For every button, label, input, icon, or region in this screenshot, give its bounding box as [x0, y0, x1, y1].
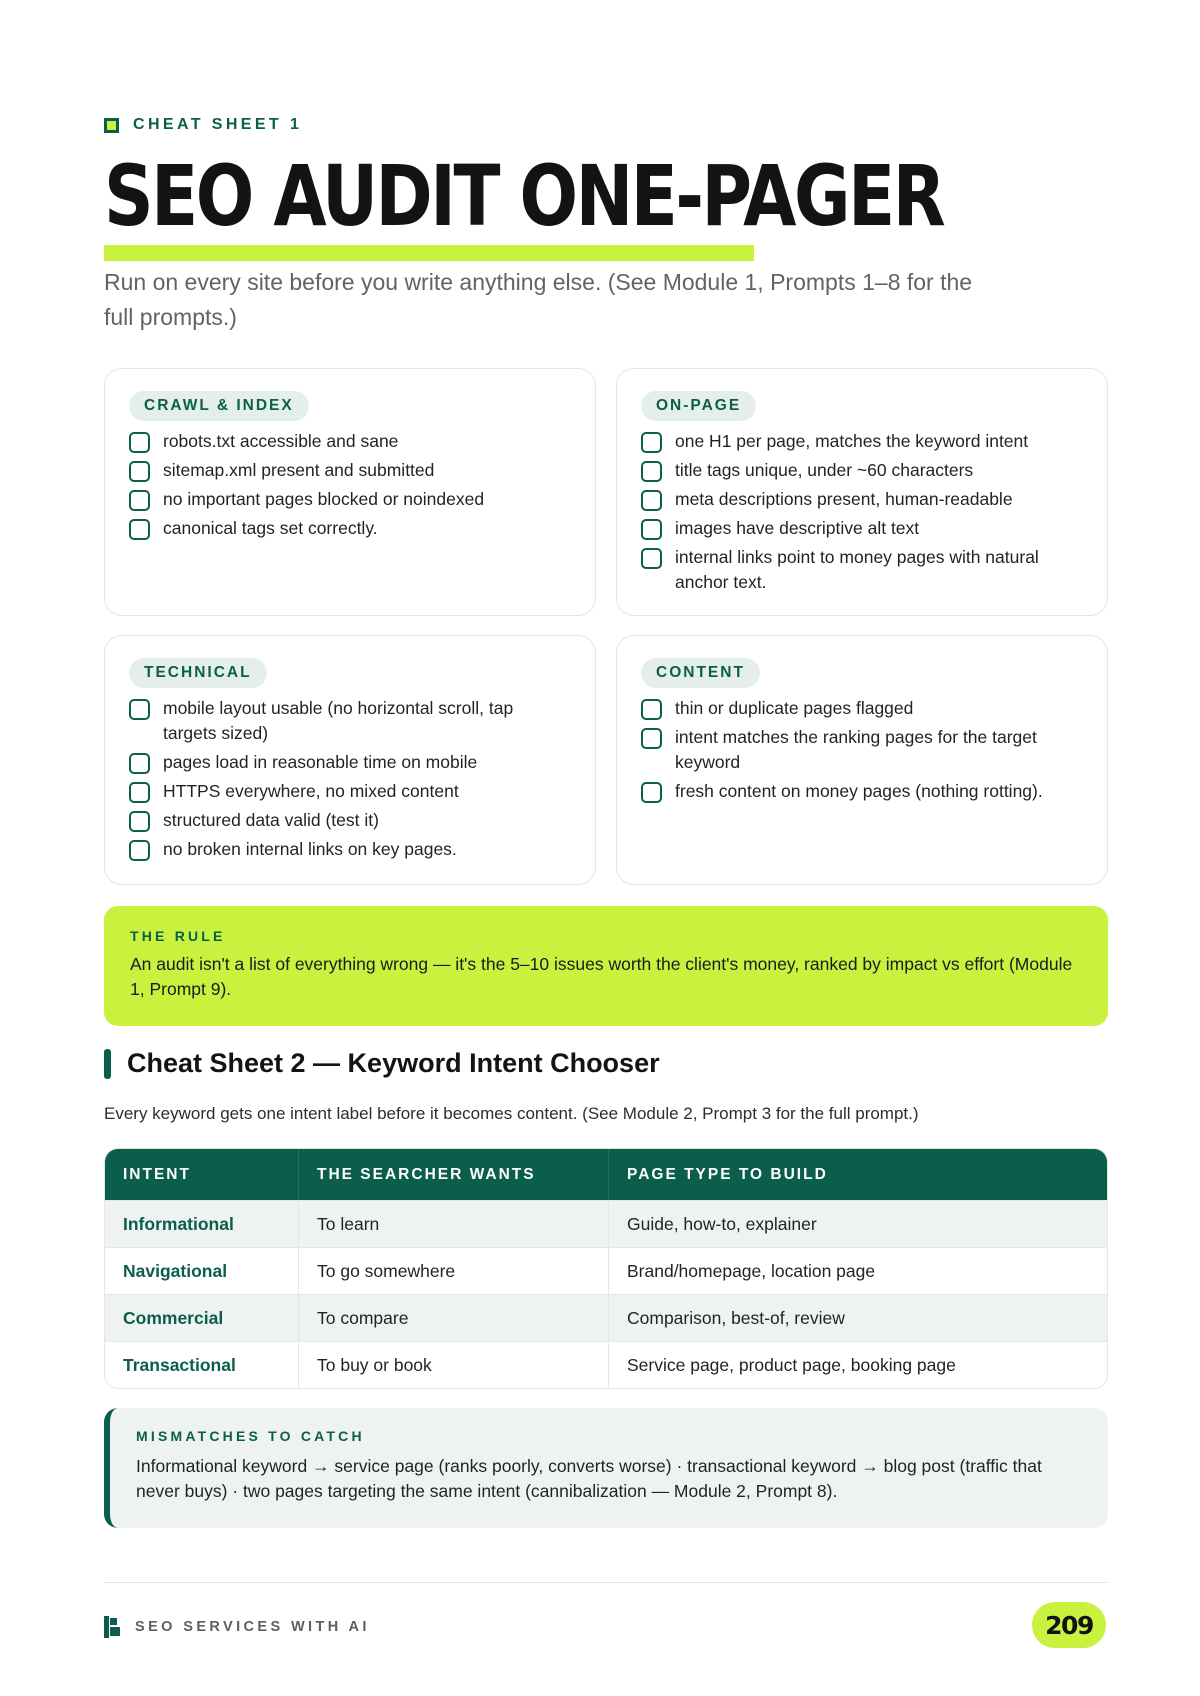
footer-divider — [104, 1582, 1108, 1583]
checkbox[interactable] — [641, 548, 662, 569]
checklist-item-text: fresh content on money pages (nothing rotting). — [675, 781, 1043, 801]
checklist-item-text: no important pages blocked or noindexed — [163, 489, 485, 509]
page-type-cell: Comparison, best-of, review — [627, 1307, 845, 1328]
checklist-item — [641, 516, 1083, 541]
rule-label: THE RULE — [130, 928, 226, 944]
card-label: ON-PAGE — [641, 391, 756, 421]
checkbox[interactable] — [129, 782, 150, 803]
checklist-item — [129, 487, 571, 512]
table-row — [105, 1294, 1107, 1341]
table-header-cell: INTENT — [105, 1149, 299, 1200]
intent-cell: Navigational — [105, 1248, 299, 1294]
checklist-item-text: meta descriptions present, human-readable — [675, 489, 1013, 509]
checklist-item-text: mobile layout usable (no horizontal scroll, tap targets sized) — [163, 698, 514, 743]
checklist-item — [641, 779, 1083, 804]
checklist-item-text: title tags unique, under ~60 characters — [675, 460, 974, 480]
checklist-item-text: robots.txt accessible and sane — [163, 431, 399, 451]
checkbox[interactable] — [129, 490, 150, 511]
intent-cell: Commercial — [105, 1295, 299, 1341]
eyebrow — [104, 116, 302, 134]
book-title: SEO SERVICES WITH AI — [135, 1619, 370, 1635]
heading-accent-bar — [104, 1049, 111, 1079]
checklist-item-text: intent matches the ranking pages for the target keyword — [675, 727, 1037, 772]
table-row — [105, 1341, 1107, 1388]
checklist-item-text: internal links point to money pages with natural anchor text. — [675, 547, 1039, 592]
mismatches-callout — [104, 1408, 1108, 1528]
card-on-page — [616, 368, 1108, 616]
checklist-item — [641, 429, 1083, 454]
table-header-cell: THE SEARCHER WANTS — [299, 1149, 609, 1200]
card-label: CRAWL & INDEX — [129, 391, 309, 421]
checkbox[interactable] — [129, 519, 150, 540]
checklist-item-text: pages load in reasonable time on mobile — [163, 752, 478, 772]
table-row — [105, 1200, 1107, 1247]
footer-brand — [104, 1616, 370, 1638]
checkbox[interactable] — [641, 461, 662, 482]
checklist-item-text: one H1 per page, matches the keyword intent — [675, 431, 1029, 451]
checklist-item — [129, 516, 571, 541]
checkbox[interactable] — [129, 753, 150, 774]
checklist-item — [129, 429, 571, 454]
card-label: TECHNICAL — [129, 658, 267, 688]
checklist-item — [641, 487, 1083, 512]
page-title: SEO AUDIT ONE-PAGER — [104, 147, 944, 245]
intent-cell: Informational — [105, 1201, 299, 1247]
checkbox[interactable] — [641, 699, 662, 720]
checklist-item-text: sitemap.xml present and submitted — [163, 460, 435, 480]
table-header-cell: PAGE TYPE TO BUILD — [627, 1165, 828, 1183]
table-row — [105, 1247, 1107, 1294]
checklist — [641, 429, 1083, 595]
checklist — [641, 696, 1083, 804]
section-title: Cheat Sheet 2 — Keyword Intent Chooser — [127, 1048, 660, 1078]
section-heading — [104, 1048, 660, 1079]
checklist-item — [129, 779, 571, 804]
mismatches-text: Informational keyword → service page (ranks poorly, converts worse) · transactional keyword → blog post (traffic that never buys) · two pages targeting the same intent (cannibalization — Module 2, Prompt 8). — [136, 1456, 1042, 1501]
checklist-item — [129, 696, 571, 746]
book-icon — [104, 1616, 121, 1638]
eyebrow-label: CHEAT SHEET 1 — [133, 116, 303, 133]
checklist-item-text: HTTPS everywhere, no mixed content — [163, 781, 459, 801]
card-crawl-index — [104, 368, 596, 616]
checkbox[interactable] — [641, 432, 662, 453]
checklist-item — [129, 808, 571, 833]
checkbox[interactable] — [641, 728, 662, 749]
title-wrap — [104, 147, 1128, 245]
page-type-cell: Service page, product page, booking page — [627, 1354, 956, 1375]
checklist-item — [641, 725, 1083, 775]
searcher-wants-cell: To learn — [299, 1201, 609, 1247]
intent-cell: Transactional — [105, 1342, 299, 1388]
page-subtitle: Run on every site before you write anything else. (See Module 1, Prompts 1–8 for the full prompts.) — [104, 269, 973, 330]
checklist-item-text: thin or duplicate pages flagged — [675, 698, 914, 718]
checklist-item — [129, 458, 571, 483]
square-marker-icon — [104, 118, 119, 133]
checkbox[interactable] — [641, 519, 662, 540]
mismatches-label: MISMATCHES TO CATCH — [136, 1428, 365, 1444]
checklist-item — [641, 458, 1083, 483]
page-type-cell: Brand/homepage, location page — [627, 1260, 876, 1281]
checklist-item-text: canonical tags set correctly. — [163, 518, 378, 538]
checkbox[interactable] — [641, 782, 662, 803]
card-technical — [104, 635, 596, 885]
checklist — [129, 696, 571, 862]
title-highlight — [104, 245, 754, 261]
checklist-item-text: structured data valid (test it) — [163, 810, 379, 830]
checklist-item — [129, 837, 571, 862]
page-type-cell: Guide, how-to, explainer — [627, 1213, 817, 1234]
rule-callout — [104, 906, 1108, 1026]
section-description: Every keyword gets one intent label before it becomes content. (See Module 2, Prompt 3 for the full prompt.) — [104, 1104, 919, 1123]
checklist-item-text: no broken internal links on key pages. — [163, 839, 457, 859]
rule-text: An audit isn't a list of everything wrong — it's the 5–10 issues worth the client's money, ranked by impact vs effort (Module 1, Prompt 9). — [130, 954, 1073, 999]
card-label: CONTENT — [641, 658, 760, 688]
checklist-item — [641, 696, 1083, 721]
checkbox[interactable] — [129, 432, 150, 453]
checklist — [129, 429, 571, 541]
checkbox[interactable] — [129, 840, 150, 861]
checkbox[interactable] — [129, 811, 150, 832]
checklist-item — [129, 750, 571, 775]
checkbox[interactable] — [129, 461, 150, 482]
page-number: 209 — [1032, 1602, 1106, 1648]
card-content — [616, 635, 1108, 885]
searcher-wants-cell: To go somewhere — [299, 1248, 609, 1294]
checkbox[interactable] — [129, 699, 150, 720]
searcher-wants-cell: To buy or book — [299, 1342, 609, 1388]
checkbox[interactable] — [641, 490, 662, 511]
checklist-item — [641, 545, 1083, 595]
intent-table — [104, 1148, 1108, 1389]
table-header-row — [105, 1149, 1107, 1200]
searcher-wants-cell: To compare — [299, 1295, 609, 1341]
checklist-item-text: images have descriptive alt text — [675, 518, 920, 538]
